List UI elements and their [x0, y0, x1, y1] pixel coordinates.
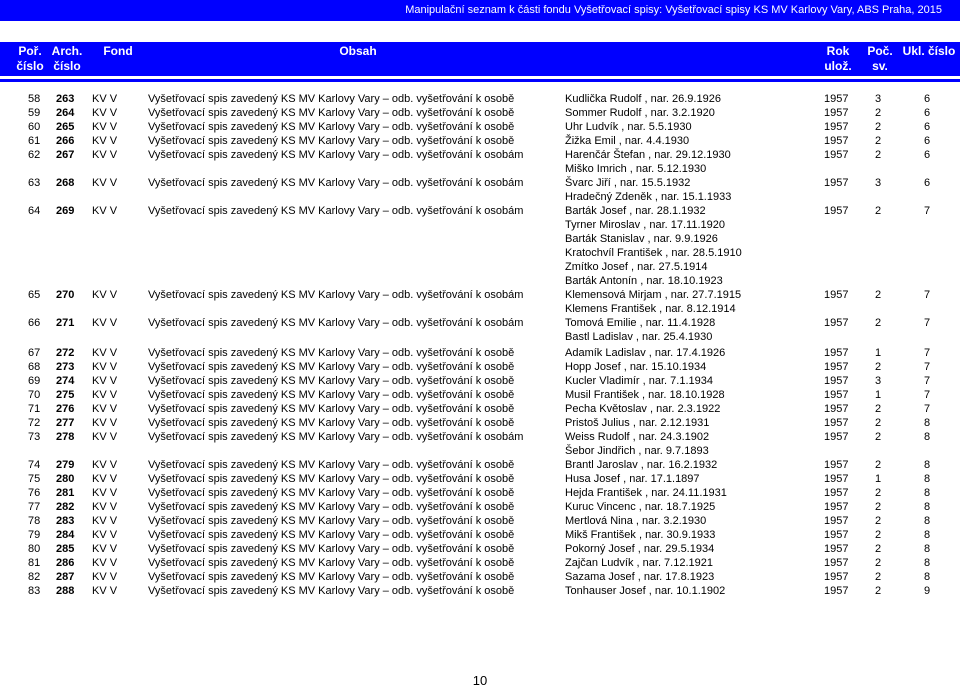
cell-person: Musil František , nar. 18.10.1928	[565, 389, 725, 401]
cell-fond: KV V	[92, 361, 118, 373]
table-row	[0, 416, 960, 430]
cell-por: 64	[28, 205, 41, 217]
table-row	[0, 472, 960, 486]
cell-person: Tomová Emilie , nar. 11.4.1928	[565, 317, 716, 329]
cell-ukl: 6	[924, 135, 931, 147]
cell-obsah: Vyšetřovací spis zavedený KS MV Karlovy Vary – odb. vyšetřování k osobám	[148, 431, 524, 443]
table-row-continuation	[0, 330, 960, 344]
cell-ukl: 8	[924, 557, 931, 569]
header-obsah: Obsah	[339, 44, 377, 58]
cell-obsah: Vyšetřovací spis zavedený KS MV Karlovy Vary – odb. vyšetřování k osobě	[148, 557, 515, 569]
cell-fond: KV V	[92, 571, 118, 583]
cell-fond: KV V	[92, 289, 118, 301]
cell-poc: 2	[875, 501, 882, 513]
cell-poc: 3	[875, 93, 882, 105]
cell-obsah: Vyšetřovací spis zavedený KS MV Karlovy Vary – odb. vyšetřování k osobě	[148, 417, 515, 429]
cell-ukl: 8	[924, 473, 931, 485]
cell-ukl: 7	[924, 347, 931, 359]
cell-person: Tyrner Miroslav , nar. 17.11.1920	[565, 219, 725, 231]
cell-por: 72	[28, 417, 41, 429]
cell-ukl: 8	[924, 515, 931, 527]
cell-fond: KV V	[92, 107, 118, 119]
cell-rok: 1957	[824, 459, 849, 471]
cell-person: Pokorný Josef , nar. 29.5.1934	[565, 543, 715, 555]
cell-obsah: Vyšetřovací spis zavedený KS MV Karlovy Vary – odb. vyšetřování k osobě	[148, 529, 515, 541]
cell-obsah: Vyšetřovací spis zavedený KS MV Karlovy Vary – odb. vyšetřování k osobě	[148, 403, 515, 415]
header-poc: Poč. sv.	[867, 44, 893, 73]
cell-arch: 279	[56, 459, 75, 471]
cell-ukl: 8	[924, 543, 931, 555]
table-row	[0, 486, 960, 500]
cell-poc: 3	[875, 375, 882, 387]
table-row	[0, 288, 960, 302]
cell-arch: 278	[56, 431, 75, 443]
cell-por: 60	[28, 121, 41, 133]
cell-rok: 1957	[824, 107, 849, 119]
cell-ukl: 6	[924, 149, 931, 161]
header-ukl: Ukl. číslo	[902, 44, 956, 58]
table-row	[0, 570, 960, 584]
cell-person: Bastl Ladislav , nar. 25.4.1930	[565, 331, 713, 343]
cell-ukl: 8	[924, 459, 931, 471]
cell-fond: KV V	[92, 487, 118, 499]
cell-person: Kudlička Rudolf , nar. 26.9.1926	[565, 93, 721, 105]
cell-ukl: 6	[924, 107, 931, 119]
table-row-continuation	[0, 260, 960, 274]
cell-fond: KV V	[92, 529, 118, 541]
cell-obsah: Vyšetřovací spis zavedený KS MV Karlovy Vary – odb. vyšetřování k osobám	[148, 149, 524, 161]
cell-ukl: 7	[924, 317, 931, 329]
cell-ukl: 7	[924, 289, 931, 301]
cell-arch: 271	[56, 317, 75, 329]
cell-person: Kucler Vladimír , nar. 7.1.1934	[565, 375, 713, 387]
cell-fond: KV V	[92, 515, 118, 527]
cell-person: Mikš František , nar. 30.9.1933	[565, 529, 716, 541]
cell-rok: 1957	[824, 487, 849, 499]
cell-rok: 1957	[824, 557, 849, 569]
page-number: 10	[472, 673, 488, 688]
cell-ukl: 7	[924, 375, 931, 387]
cell-poc: 1	[875, 473, 882, 485]
cell-rok: 1957	[824, 121, 849, 133]
cell-obsah: Vyšetřovací spis zavedený KS MV Karlovy Vary – odb. vyšetřování k osobám	[148, 317, 524, 329]
cell-person: Barták Stanislav , nar. 9.9.1926	[565, 233, 718, 245]
cell-por: 63	[28, 177, 41, 189]
cell-arch: 281	[56, 487, 75, 499]
cell-arch: 267	[56, 149, 75, 161]
table-row	[0, 360, 960, 374]
cell-poc: 2	[875, 149, 882, 161]
cell-arch: 277	[56, 417, 75, 429]
cell-person: Harenčár Štefan , nar. 29.12.1930	[565, 149, 731, 161]
cell-person: Kuruc Vincenc , nar. 18.7.1925	[565, 501, 716, 513]
cell-person: Barták Josef , nar. 28.1.1932	[565, 205, 706, 217]
cell-obsah: Vyšetřovací spis zavedený KS MV Karlovy Vary – odb. vyšetřování k osobě	[148, 501, 515, 513]
cell-poc: 2	[875, 417, 882, 429]
table-row-continuation	[0, 162, 960, 176]
cell-person: Adamík Ladislav , nar. 17.4.1926	[565, 347, 726, 359]
cell-obsah: Vyšetřovací spis zavedený KS MV Karlovy Vary – odb. vyšetřování k osobě	[148, 121, 515, 133]
cell-fond: KV V	[92, 135, 118, 147]
table-row-continuation	[0, 218, 960, 232]
cell-person: Tonhauser Josef , nar. 10.1.1902	[565, 585, 726, 597]
cell-person: Sommer Rudolf , nar. 3.2.1920	[565, 107, 715, 119]
cell-poc: 2	[875, 529, 882, 541]
header-arch: Arch. číslo	[51, 44, 83, 73]
table-row	[0, 92, 960, 106]
cell-ukl: 6	[924, 177, 931, 189]
table-row-continuation	[0, 232, 960, 246]
cell-person: Uhr Ludvík , nar. 5.5.1930	[565, 121, 692, 133]
cell-arch: 284	[56, 529, 75, 541]
cell-person: Hopp Josef , nar. 15.10.1934	[565, 361, 707, 373]
cell-arch: 273	[56, 361, 75, 373]
cell-fond: KV V	[92, 459, 118, 471]
cell-fond: KV V	[92, 375, 118, 387]
cell-por: 80	[28, 543, 41, 555]
cell-rok: 1957	[824, 501, 849, 513]
header-por: Poř. číslo	[16, 44, 44, 73]
cell-por: 68	[28, 361, 41, 373]
cell-por: 69	[28, 375, 41, 387]
cell-rok: 1957	[824, 389, 849, 401]
cell-obsah: Vyšetřovací spis zavedený KS MV Karlovy Vary – odb. vyšetřování k osobě	[148, 93, 515, 105]
cell-por: 78	[28, 515, 41, 527]
cell-poc: 2	[875, 121, 882, 133]
cell-arch: 286	[56, 557, 75, 569]
cell-por: 59	[28, 107, 41, 119]
table-row	[0, 134, 960, 148]
cell-person: Sazama Josef , nar. 17.8.1923	[565, 571, 715, 583]
table-row	[0, 204, 960, 218]
cell-ukl: 8	[924, 501, 931, 513]
cell-rok: 1957	[824, 431, 849, 443]
table-row	[0, 514, 960, 528]
table-row	[0, 430, 960, 444]
cell-arch: 263	[56, 93, 75, 105]
cell-fond: KV V	[92, 431, 118, 443]
cell-fond: KV V	[92, 389, 118, 401]
cell-ukl: 8	[924, 431, 931, 443]
cell-obsah: Vyšetřovací spis zavedený KS MV Karlovy Vary – odb. vyšetřování k osobě	[148, 389, 515, 401]
cell-fond: KV V	[92, 121, 118, 133]
cell-fond: KV V	[92, 403, 118, 415]
cell-por: 76	[28, 487, 41, 499]
cell-fond: KV V	[92, 317, 118, 329]
table-row	[0, 584, 960, 598]
cell-arch: 266	[56, 135, 75, 147]
cell-poc: 2	[875, 135, 882, 147]
table-row	[0, 346, 960, 360]
cell-rok: 1957	[824, 289, 849, 301]
table-row	[0, 388, 960, 402]
cell-por: 73	[28, 431, 41, 443]
cell-fond: KV V	[92, 543, 118, 555]
cell-poc: 1	[875, 347, 882, 359]
cell-person: Hejda František , nar. 24.11.1931	[565, 487, 727, 499]
cell-fond: KV V	[92, 177, 118, 189]
cell-poc: 2	[875, 487, 882, 499]
cell-person: Pristoš Julius , nar. 2.12.1931	[565, 417, 710, 429]
cell-ukl: 8	[924, 487, 931, 499]
cell-rok: 1957	[824, 317, 849, 329]
cell-person: Klemens František , nar. 8.12.1914	[565, 303, 736, 315]
cell-obsah: Vyšetřovací spis zavedený KS MV Karlovy Vary – odb. vyšetřování k osobě	[148, 135, 515, 147]
table-row	[0, 402, 960, 416]
cell-ukl: 7	[924, 205, 931, 217]
cell-obsah: Vyšetřovací spis zavedený KS MV Karlovy Vary – odb. vyšetřování k osobám	[148, 177, 524, 189]
cell-rok: 1957	[824, 417, 849, 429]
cell-rok: 1957	[824, 347, 849, 359]
table-row	[0, 106, 960, 120]
table-row	[0, 458, 960, 472]
cell-por: 65	[28, 289, 41, 301]
cell-por: 71	[28, 403, 41, 415]
cell-ukl: 8	[924, 417, 931, 429]
cell-person: Šebor Jindřich , nar. 9.7.1893	[565, 445, 709, 457]
cell-arch: 269	[56, 205, 75, 217]
cell-por: 83	[28, 585, 41, 597]
cell-person: Mertlová Nina , nar. 3.2.1930	[565, 515, 707, 527]
cell-poc: 2	[875, 585, 882, 597]
cell-person: Pecha Květoslav , nar. 2.3.1922	[565, 403, 721, 415]
cell-rok: 1957	[824, 403, 849, 415]
cell-rok: 1957	[824, 543, 849, 555]
cell-ukl: 6	[924, 93, 931, 105]
cell-arch: 288	[56, 585, 75, 597]
table-row	[0, 542, 960, 556]
table-row-continuation	[0, 444, 960, 458]
cell-poc: 2	[875, 515, 882, 527]
cell-obsah: Vyšetřovací spis zavedený KS MV Karlovy Vary – odb. vyšetřování k osobě	[148, 347, 515, 359]
table-row	[0, 120, 960, 134]
cell-arch: 272	[56, 347, 75, 359]
table-row-continuation	[0, 246, 960, 260]
cell-por: 77	[28, 501, 41, 513]
cell-poc: 3	[875, 177, 882, 189]
cell-poc: 2	[875, 107, 882, 119]
cell-obsah: Vyšetřovací spis zavedený KS MV Karlovy Vary – odb. vyšetřování k osobě	[148, 375, 515, 387]
cell-obsah: Vyšetřovací spis zavedený KS MV Karlovy Vary – odb. vyšetřování k osobě	[148, 107, 515, 119]
cell-por: 66	[28, 317, 41, 329]
cell-person: Švarc Jiří , nar. 15.5.1932	[565, 177, 691, 189]
cell-person: Klemensová Mirjam , nar. 27.7.1915	[565, 289, 742, 301]
cell-person: Miško Imrich , nar. 5.12.1930	[565, 163, 707, 175]
cell-obsah: Vyšetřovací spis zavedený KS MV Karlovy Vary – odb. vyšetřování k osobě	[148, 543, 515, 555]
cell-poc: 1	[875, 389, 882, 401]
cell-obsah: Vyšetřovací spis zavedený KS MV Karlovy Vary – odb. vyšetřování k osobě	[148, 459, 515, 471]
cell-fond: KV V	[92, 417, 118, 429]
cell-arch: 280	[56, 473, 75, 485]
table-row	[0, 316, 960, 330]
cell-fond: KV V	[92, 93, 118, 105]
cell-obsah: Vyšetřovací spis zavedený KS MV Karlovy Vary – odb. vyšetřování k osobám	[148, 289, 524, 301]
cell-poc: 2	[875, 403, 882, 415]
cell-fond: KV V	[92, 473, 118, 485]
cell-rok: 1957	[824, 177, 849, 189]
cell-ukl: 7	[924, 403, 931, 415]
cell-ukl: 8	[924, 529, 931, 541]
cell-ukl: 7	[924, 361, 931, 373]
cell-arch: 268	[56, 177, 75, 189]
table-row	[0, 374, 960, 388]
cell-person: Kratochvíl František , nar. 28.5.1910	[565, 247, 742, 259]
header-fond: Fond	[103, 44, 133, 58]
cell-por: 58	[28, 93, 41, 105]
cell-poc: 2	[875, 557, 882, 569]
cell-poc: 2	[875, 205, 882, 217]
cell-arch: 264	[56, 107, 75, 119]
cell-arch: 274	[56, 375, 75, 387]
cell-person: Zmítko Josef , nar. 27.5.1914	[565, 261, 708, 273]
cell-person: Brantl Jaroslav , nar. 16.2.1932	[565, 459, 718, 471]
cell-person: Zajčan Ludvík , nar. 7.12.1921	[565, 557, 713, 569]
cell-por: 74	[28, 459, 41, 471]
cell-fond: KV V	[92, 557, 118, 569]
cell-poc: 2	[875, 543, 882, 555]
cell-ukl: 9	[924, 585, 931, 597]
table-row-continuation	[0, 274, 960, 288]
cell-arch: 276	[56, 403, 75, 415]
cell-arch: 282	[56, 501, 75, 513]
header-rok: Rok ulož.	[824, 44, 852, 73]
cell-rok: 1957	[824, 149, 849, 161]
cell-obsah: Vyšetřovací spis zavedený KS MV Karlovy Vary – odb. vyšetřování k osobě	[148, 487, 515, 499]
cell-poc: 2	[875, 459, 882, 471]
table-row	[0, 176, 960, 190]
cell-person: Weiss Rudolf , nar. 24.3.1902	[565, 431, 710, 443]
table-row	[0, 556, 960, 570]
table-row	[0, 148, 960, 162]
cell-poc: 2	[875, 317, 882, 329]
cell-obsah: Vyšetřovací spis zavedený KS MV Karlovy Vary – odb. vyšetřování k osobám	[148, 205, 524, 217]
cell-arch: 270	[56, 289, 75, 301]
cell-rok: 1957	[824, 473, 849, 485]
cell-ukl: 7	[924, 389, 931, 401]
cell-poc: 2	[875, 361, 882, 373]
cell-fond: KV V	[92, 501, 118, 513]
cell-rok: 1957	[824, 375, 849, 387]
cell-obsah: Vyšetřovací spis zavedený KS MV Karlovy Vary – odb. vyšetřování k osobě	[148, 361, 515, 373]
cell-person: Žižka Emil , nar. 4.4.1930	[565, 135, 690, 147]
cell-por: 62	[28, 149, 41, 161]
cell-rok: 1957	[824, 515, 849, 527]
cell-fond: KV V	[92, 205, 118, 217]
cell-arch: 265	[56, 121, 75, 133]
cell-ukl: 6	[924, 121, 931, 133]
cell-fond: KV V	[92, 585, 118, 597]
cell-obsah: Vyšetřovací spis zavedený KS MV Karlovy Vary – odb. vyšetřování k osobě	[148, 473, 515, 485]
cell-por: 75	[28, 473, 41, 485]
document-title: Manipulační seznam k části fondu Vyšetřovací spisy: Vyšetřovací spisy KS MV Karlovy Vary, ABS Praha, 2015	[405, 4, 942, 16]
cell-por: 79	[28, 529, 41, 541]
cell-rok: 1957	[824, 135, 849, 147]
cell-rok: 1957	[824, 571, 849, 583]
cell-arch: 283	[56, 515, 75, 527]
cell-arch: 285	[56, 543, 75, 555]
cell-rok: 1957	[824, 585, 849, 597]
cell-por: 81	[28, 557, 41, 569]
cell-por: 70	[28, 389, 41, 401]
cell-obsah: Vyšetřovací spis zavedený KS MV Karlovy Vary – odb. vyšetřování k osobě	[148, 515, 515, 527]
cell-rok: 1957	[824, 529, 849, 541]
cell-arch: 275	[56, 389, 75, 401]
cell-fond: KV V	[92, 347, 118, 359]
cell-person: Hradečný Zdeněk , nar. 15.1.1933	[565, 191, 732, 203]
cell-person: Barták Antonín , nar. 18.10.1923	[565, 275, 723, 287]
cell-por: 82	[28, 571, 41, 583]
table-row	[0, 528, 960, 542]
cell-person: Husa Josef , nar. 17.1.1897	[565, 473, 700, 485]
cell-por: 61	[28, 135, 41, 147]
table-row-continuation	[0, 190, 960, 204]
cell-rok: 1957	[824, 93, 849, 105]
cell-obsah: Vyšetřovací spis zavedený KS MV Karlovy Vary – odb. vyšetřování k osobě	[148, 571, 515, 583]
cell-por: 67	[28, 347, 41, 359]
cell-ukl: 8	[924, 571, 931, 583]
cell-poc: 2	[875, 289, 882, 301]
cell-rok: 1957	[824, 361, 849, 373]
cell-obsah: Vyšetřovací spis zavedený KS MV Karlovy Vary – odb. vyšetřování k osobě	[148, 585, 515, 597]
table-row-continuation	[0, 302, 960, 316]
cell-rok: 1957	[824, 205, 849, 217]
table-row	[0, 500, 960, 514]
cell-poc: 2	[875, 571, 882, 583]
cell-poc: 2	[875, 431, 882, 443]
cell-fond: KV V	[92, 149, 118, 161]
cell-arch: 287	[56, 571, 75, 583]
